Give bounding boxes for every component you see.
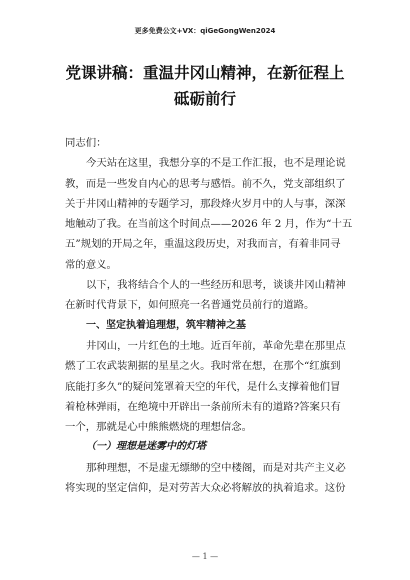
paragraph-line: 将实现的坚定信仰，是对劳苦大众必将解放的执着追求。这份	[65, 482, 346, 495]
paragraph-line: 一个，那就是心中熊熊燃烧的理想信念。	[65, 421, 253, 434]
paragraph	[65, 153, 355, 275]
paragraph-line: 教，而是一些发自内心的思考与感悟。前不久，党支部组织了	[65, 177, 346, 190]
paragraph	[65, 275, 355, 316]
paragraph	[65, 458, 355, 499]
paragraph-line: 底能打多久”的疑问笼罩着天空的年代，是什么支撑着他们冒	[65, 380, 341, 393]
header-note: 更多免费公文+VX：qiGeGongWen2024	[134, 27, 276, 35]
paragraph-line: 着枪林弹雨，在绝境中开辟出一条前所未有的道路?答案只有	[65, 400, 341, 413]
title-line: 砥砺前行	[173, 90, 236, 108]
paragraph-line: 今天站在这里，我想分享的不是工作汇报，也不是理论说	[86, 157, 346, 170]
paragraph-line: 在新时代背景下，如何照亮一名普通党员前行的道路。	[65, 299, 315, 312]
document-body	[65, 133, 355, 498]
paragraph-line: 关于井冈山精神的专题学习，那段烽火岁月中的人与事，深深	[65, 197, 346, 210]
page-number: — 1 —	[191, 552, 219, 561]
paragraph-line: 井冈山，一片红色的土地。近百年前，革命先辈在那里点	[86, 339, 346, 352]
document-title	[60, 60, 350, 112]
paragraph	[65, 336, 355, 437]
salutation: 同志们：	[65, 137, 107, 149]
title-line: 党课讲稿：重温井冈山精神，在新征程上	[65, 64, 345, 82]
paragraph-line: 五”规划的开局之年，重温这段历史，对我而言，有着非同寻	[65, 238, 341, 251]
subsection-heading: （一）理想是迷雾中的灯塔	[86, 441, 206, 453]
paragraph-line: 那种理想，不是虚无缥缈的空中楼阁，而是对共产主义必	[86, 461, 346, 474]
paragraph-line: 地触动了我。在当前这个时间点——2026 年 2 月，作为“十五	[65, 218, 353, 231]
paragraph-line: 燃了工农武装割据的星星之火。我时常在想，在那个“红旗到	[65, 360, 341, 373]
section-heading: 一、坚定执着追理想，筑牢精神之基	[86, 319, 246, 331]
paragraph-line: 常的意义。	[65, 258, 117, 271]
paragraph-line: 以下，我将结合个人的一些经历和思考，谈谈井冈山精神	[86, 279, 346, 292]
